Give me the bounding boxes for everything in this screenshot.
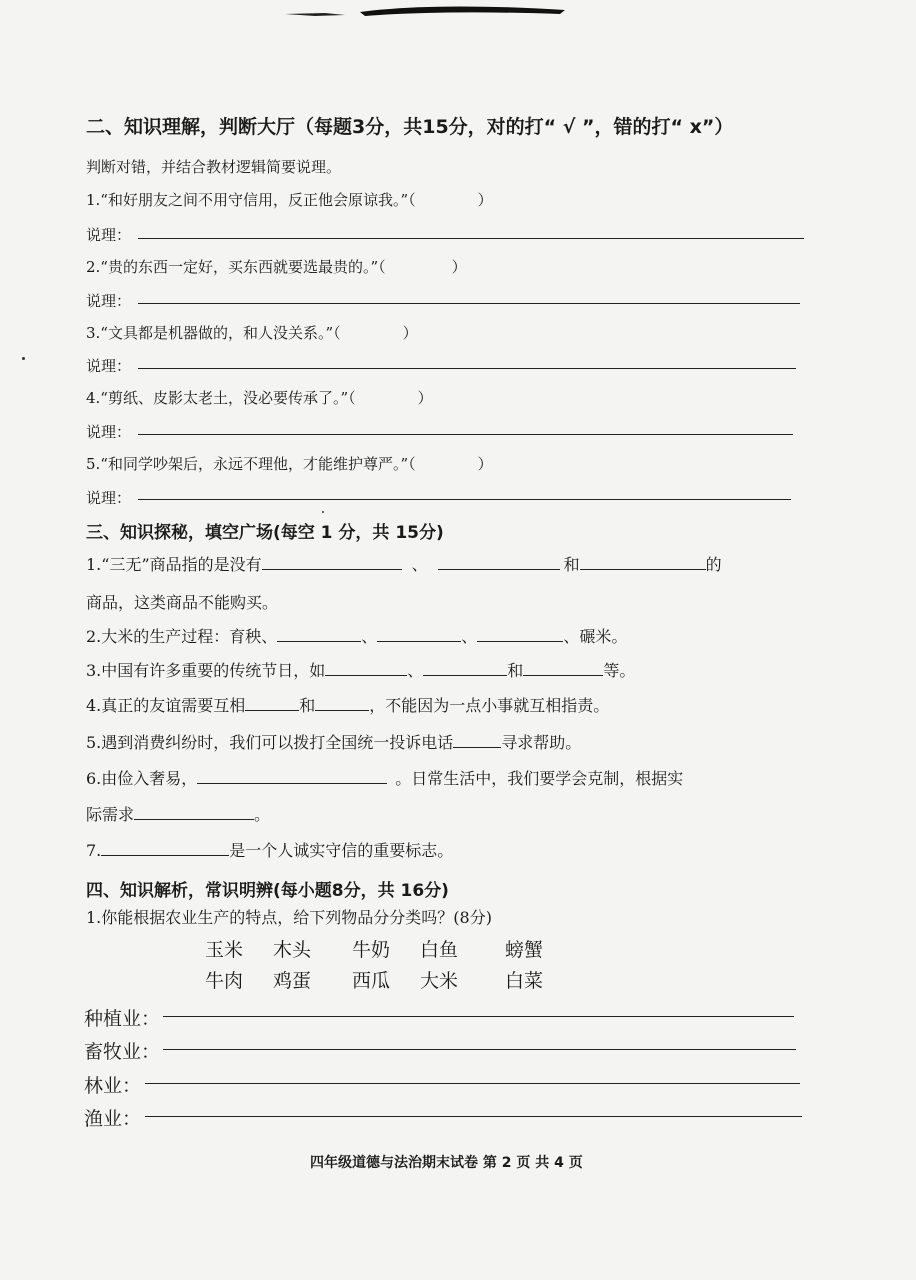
judge-item-5: 5.“和同学吵架后，永远不理他，才能维护尊严。”（ ） — [86, 455, 493, 473]
explain-line-4[interactable] — [138, 434, 793, 435]
answer-line-livestock[interactable] — [163, 1049, 796, 1050]
blank[interactable] — [438, 568, 560, 570]
word-item: 大米 — [420, 970, 459, 992]
answer-line-forestry[interactable] — [145, 1083, 800, 1084]
blank[interactable] — [377, 640, 461, 642]
fill-item-7: 7. 是一个人诚实守信的重要标志。 — [86, 841, 454, 860]
category-label-fishery: 渔业： — [84, 1108, 142, 1130]
explain-label: 说理： — [86, 423, 132, 441]
explain-label: 说理： — [86, 292, 132, 310]
section2-instruction: 判断对错，并结合教材逻辑简要说理。 — [86, 158, 342, 176]
category-label-livestock: 畜牧业： — [84, 1041, 161, 1063]
section4-title: 四、知识解析，常识明辨(每小题8分，共 16分) — [86, 881, 449, 901]
blank[interactable] — [325, 674, 407, 676]
answer-line-planting[interactable] — [163, 1016, 794, 1017]
fill-item-6: 6.由俭入奢易， 。日常生活中，我们要学会克制，根据实 — [86, 769, 684, 788]
scan-speck — [22, 357, 25, 360]
page-footer: 四年级道德与法治期末试卷 第 2 页 共 4 页 — [310, 1155, 583, 1171]
answer-line-fishery[interactable] — [145, 1116, 802, 1117]
category-label-planting: 种植业： — [84, 1008, 161, 1030]
word-item: 牛肉 — [205, 970, 244, 992]
category-label-forestry: 林业： — [84, 1075, 142, 1097]
section2-title: 二、知识理解，判断大厅（每题3分，共15分，对的打“ √ ”，错的打“ x”） — [86, 116, 734, 138]
judge-item-3: 3.“文具都是机器做的，和人没关系。”（ ） — [86, 324, 418, 342]
explain-line-3[interactable] — [138, 368, 796, 369]
judge-item-4: 4.“剪纸、皮影太老土，没必要传承了。”（ ） — [86, 389, 433, 407]
classify-question: 1.你能根据农业生产的特点，给下列物品分分类吗？(8分) — [86, 908, 492, 927]
section3-title: 三、知识探秘，填空广场(每空 1 分，共 15分) — [86, 523, 444, 543]
explain-line-2[interactable] — [138, 303, 800, 304]
blank[interactable] — [423, 674, 507, 676]
explain-line-1[interactable] — [138, 238, 804, 239]
scan-artifact — [285, 4, 565, 18]
blank[interactable] — [262, 568, 402, 570]
fill-item-2: 2.大米的生产过程：育秧、 、 、 、碾米。 — [86, 627, 628, 646]
word-item: 木头 — [273, 939, 312, 961]
word-item: 西瓜 — [352, 970, 391, 992]
blank[interactable] — [453, 746, 501, 748]
fill-item-5: 5.遇到消费纠纷时，我们可以拨打全国统一投诉电话 寻求帮助。 — [86, 733, 582, 752]
judge-item-2: 2.“贵的东西一定好，买东西就要选最贵的。”（ ） — [86, 258, 467, 276]
scan-speck — [322, 511, 324, 513]
blank[interactable] — [245, 709, 299, 711]
judge-item-1: 1.“和好朋友之间不用守信用，反正他会原谅我。”（ ） — [86, 191, 493, 209]
word-item: 玉米 — [205, 939, 244, 961]
fill-item-3: 3.中国有许多重要的传统节日，如 、 和 等。 — [86, 661, 636, 680]
blank[interactable] — [134, 818, 254, 820]
word-item: 螃蟹 — [505, 939, 544, 961]
word-item: 白菜 — [505, 970, 544, 992]
blank[interactable] — [197, 782, 387, 784]
blank[interactable] — [523, 674, 603, 676]
blank[interactable] — [277, 640, 361, 642]
fill-item-6-cont: 际需求 。 — [86, 805, 271, 824]
fill-item-1: 1.“三无”商品指的是没有 、 和 的 — [86, 555, 722, 574]
fill-item-1-cont: 商品，这类商品不能购买。 — [86, 593, 279, 612]
explain-label: 说理： — [86, 489, 132, 507]
blank[interactable] — [101, 854, 229, 856]
word-item: 鸡蛋 — [273, 970, 312, 992]
explain-line-5[interactable] — [138, 499, 791, 500]
fill-item-4: 4.真正的友谊需要互相 和 ，不能因为一点小事就互相指责。 — [86, 696, 610, 715]
explain-label: 说理： — [86, 357, 132, 375]
word-item: 白鱼 — [420, 939, 459, 961]
blank[interactable] — [580, 568, 706, 570]
explain-label: 说理： — [86, 226, 132, 244]
blank[interactable] — [315, 709, 369, 711]
blank[interactable] — [477, 640, 563, 642]
word-item: 牛奶 — [352, 939, 391, 961]
